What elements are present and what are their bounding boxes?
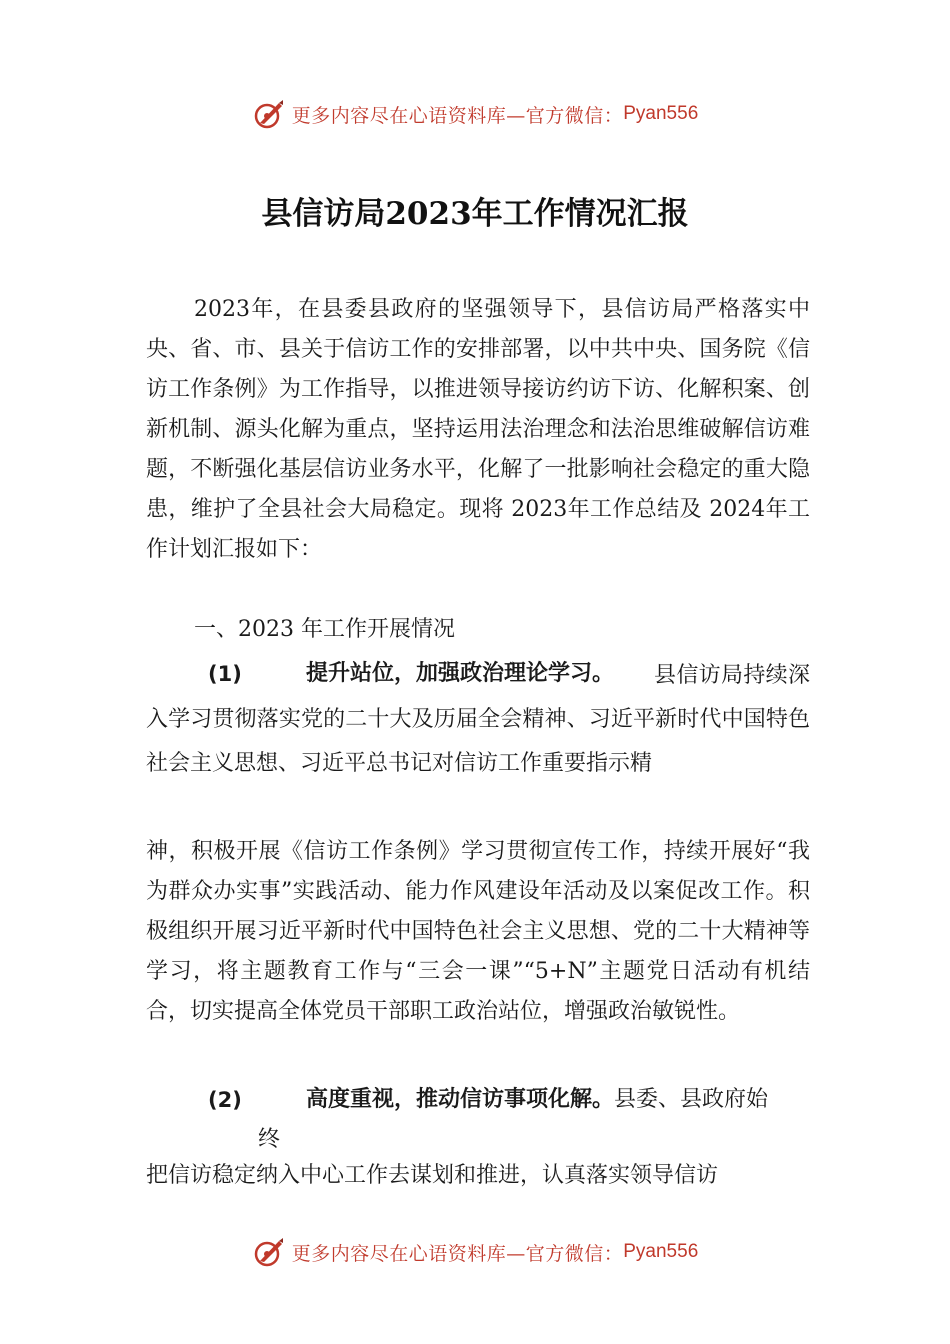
item2-text-a2: 终 [258, 1127, 281, 1152]
item2-heading: 高度重视，推动信访事项化解。 [306, 1087, 615, 1112]
item1-text-a: 县信访局持续深入学习贯彻落实党的二十大及历届全会精神、习近平新时代中国特色社会主义思想、习近平总书记对信访工作重要指示精 [146, 663, 810, 776]
watermark-banner-bottom [0, 1232, 950, 1272]
section-heading-1: 一、2023 年工作开展情况 [194, 617, 455, 642]
item1-heading: 提升站位，加强政治理论学习。 [306, 661, 615, 686]
quill-logo-icon [252, 97, 286, 131]
document-title: 县信访局2023年工作情况汇报 [261, 196, 689, 232]
watermark-text: 更多内容尽在心语资料库—官方微信： [291, 104, 624, 127]
item2-number: (2) [208, 1088, 242, 1112]
watermark-wechat-id: Pyan556 [623, 103, 699, 124]
item2-first-line [306, 1080, 768, 1120]
item2-text-b: 把信访稳定纳入中心工作去谋划和推进，认真落实领导信访 [146, 1163, 719, 1188]
watermark-banner-top [0, 94, 950, 134]
watermark-text: 更多内容尽在心语资料库—官方微信： [291, 1242, 624, 1265]
item1-number: (1) [208, 662, 242, 686]
item2-heading-line [208, 1080, 242, 1121]
item1-text-b: 神，积极开展《信访工作条例》学习贯彻宣传工作，持续开展好“我为群众办实事”实践活动、能力作风建设年活动及以案促改工作。积极组织开展习近平新时代中国特色社会主义思想、党的二十大精神等学习，将主题教育工作与“三会一课”“5+N”主题党日活动有机结合，切实提高全体党员干部职工政治站位，增强政治敏锐性。 [146, 839, 810, 1024]
intro-paragraph: 2023年，在县委县政府的坚强领导下，县信访局严格落实中央、省、市、县关于信访工作的安排部署，以中共中央、国务院《信访工作条例》为工作指导，以推进领导接访约访下访、化解积案、创新机制、源头化解为重点，坚持运用法治理念和法治思维破解信访难题，不断强化基层信访业务水平，化解了一批影响社会稳定的重大隐患，维护了全县社会大局稳定。现将 2023年工作总结及 2024年工作计划汇报如下： [146, 297, 810, 562]
watermark-wechat-id: Pyan556 [623, 1241, 699, 1262]
item2-text-a: 县委、县政府始 [614, 1087, 769, 1112]
quill-logo-icon [252, 1235, 286, 1269]
